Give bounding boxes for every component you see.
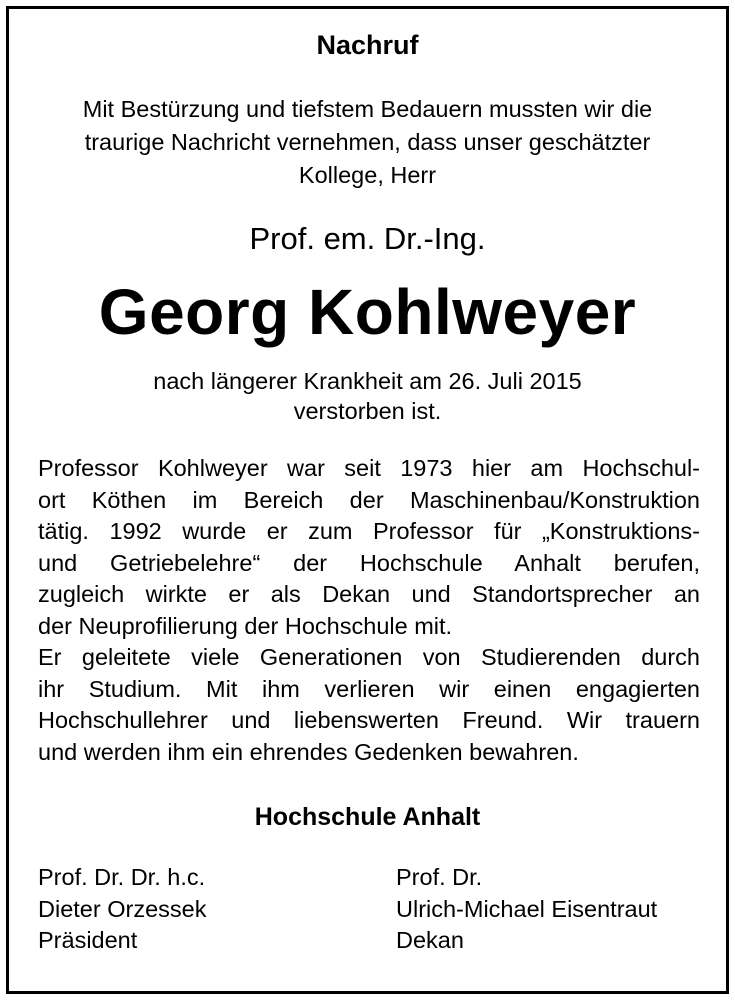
signatory-president	[38, 862, 206, 957]
signatory-name: Dieter Orzessek	[38, 895, 207, 922]
intro-paragraph	[0, 93, 735, 192]
biography-line: und Getriebelehre“ der Hochschule Anhalt berufen,	[38, 549, 700, 576]
obituary-heading: Nachruf	[316, 30, 419, 60]
intro-line: Mit Bestürzung und tiefstem Bedauern mussten wir die	[82, 96, 653, 122]
organization-name: Hochschule Anhalt	[254, 803, 481, 831]
intro-line: traurige Nachricht vernehmen, dass unser geschätzter	[84, 129, 651, 155]
signatory-title: Prof. Dr. Dr. h.c.	[38, 864, 206, 890]
biography-line: Er geleitete viele Generationen von Studierenden durch	[38, 644, 700, 670]
biography-line: ihr Studium. Mit ihm verlieren wir einen engagierten	[38, 675, 700, 702]
biography-line: tätig. 1992 wurde er zum Professor für „Konstruktions-	[38, 518, 700, 544]
death-notice-line: nach längerer Krankheit am 26. Juli 2015	[153, 368, 582, 394]
signatory-title: Prof. Dr.	[396, 864, 483, 890]
signatory-role: Präsident	[38, 927, 138, 953]
biography-line: der Neuprofilierung der Hochschule mit.	[38, 612, 453, 639]
intro-line: Kollege, Herr	[298, 162, 437, 188]
death-notice-line: verstorben ist.	[293, 398, 442, 424]
signatory-name: Ulrich-Michael Eisentraut	[396, 895, 658, 922]
death-notice	[0, 366, 735, 426]
deceased-name: Georg Kohlweyer	[98, 276, 637, 348]
signatory-role: Dekan	[396, 927, 464, 953]
signatory-dean	[396, 862, 657, 957]
biography-line: zugleich wirkte er als Dekan und Standortsprecher an	[38, 581, 700, 607]
biography-paragraph	[38, 453, 700, 768]
biography-line: Professor Kohlweyer war seit 1973 hier am Hochschul-	[38, 455, 700, 481]
academic-title: Prof. em. Dr.-Ing.	[249, 221, 486, 256]
biography-line: und werden ihm ein ehrendes Gedenken bewahren.	[38, 738, 579, 765]
biography-line: Hochschullehrer und liebenswerten Freund. Wir trauern	[38, 707, 700, 733]
biography-line: ort Köthen im Bereich der Maschinenbau/Konstruktion	[38, 486, 700, 513]
